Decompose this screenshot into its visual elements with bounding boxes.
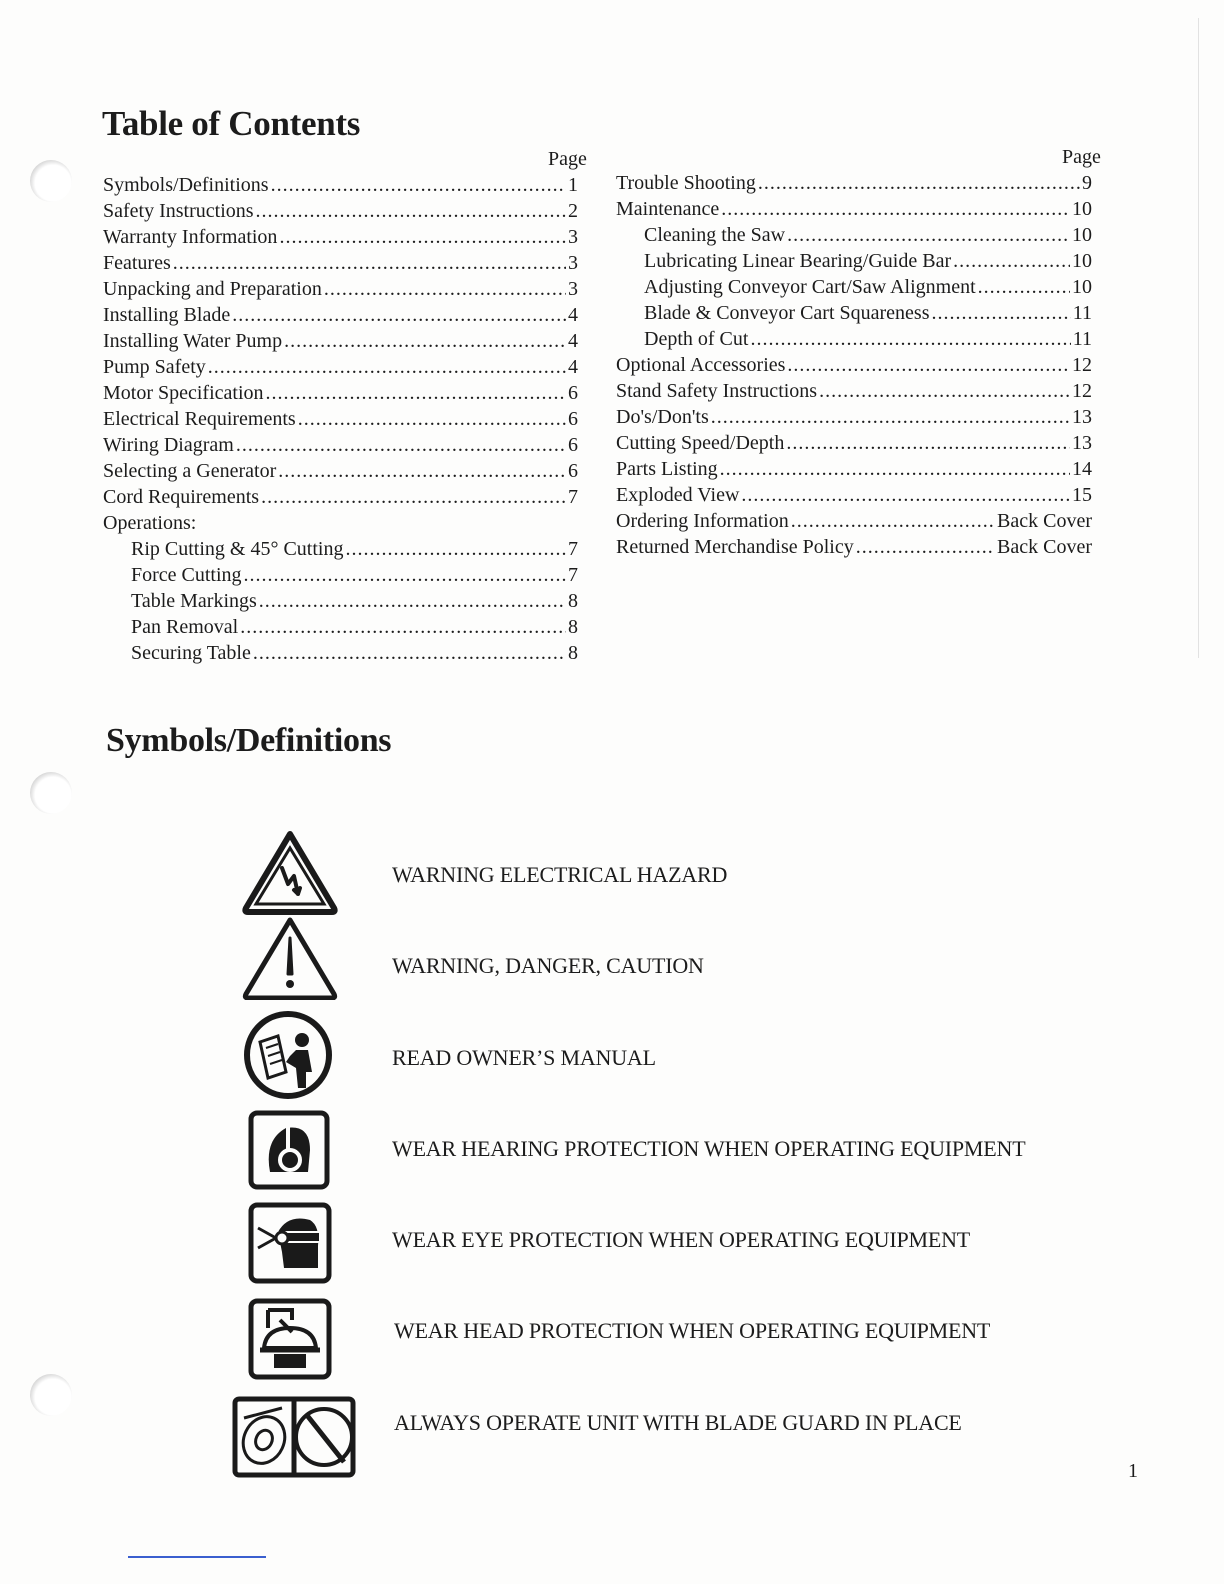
toc-entry-label: Cord Requirements — [103, 486, 260, 508]
toc-entry-page: 3 — [568, 252, 578, 274]
toc-entry-page: 4 — [568, 330, 578, 352]
toc-entry — [616, 302, 1092, 328]
toc-leader-dots — [932, 302, 1071, 325]
toc-leader-dots — [261, 486, 566, 509]
page-edge — [1198, 18, 1199, 658]
toc-entry — [103, 356, 578, 382]
toc-entry — [616, 406, 1092, 432]
toc-entry-label: Optional Accessories — [616, 354, 786, 376]
toc-entry-label: Trouble Shooting — [616, 172, 756, 194]
toc-leader-dots — [953, 250, 1070, 273]
toc-entry-page: 7 — [568, 538, 578, 560]
toc-leader-dots — [259, 590, 566, 613]
toc-entry — [103, 330, 578, 356]
toc-entry-label: Parts Listing — [616, 458, 718, 480]
toc-entry-label: Cleaning the Saw — [644, 224, 786, 246]
toc-entry — [103, 252, 578, 278]
toc-entry-page: Back Cover — [997, 536, 1092, 558]
toc-entry-label: Symbols/Definitions — [103, 174, 269, 196]
read-manual-icon — [242, 1010, 334, 1100]
toc-leader-dots — [284, 330, 566, 353]
toc-entry-page: 8 — [568, 590, 578, 612]
head-protection-icon — [248, 1298, 332, 1380]
toc-entry-page: 13 — [1072, 406, 1092, 428]
toc-entry-label: Installing Water Pump — [103, 330, 283, 352]
toc-leader-dots — [244, 564, 566, 587]
toc-entry-label: Electrical Requirements — [103, 408, 296, 430]
blade-guard-icon — [232, 1396, 356, 1478]
toc-entry-label: Installing Blade — [103, 304, 231, 326]
toc-entry — [616, 172, 1092, 198]
toc-entry-page: 7 — [568, 564, 578, 586]
symbols-title: Symbols/Definitions — [106, 722, 392, 759]
toc-entry — [103, 460, 578, 486]
toc-leader-dots — [253, 642, 566, 665]
symbol-label-electrical: WARNING ELECTRICAL HAZARD — [392, 862, 728, 887]
toc-leader-dots — [787, 354, 1070, 377]
toc-leader-dots — [711, 406, 1070, 429]
toc-entry — [616, 328, 1092, 354]
toc-entry-page: 6 — [568, 408, 578, 430]
toc-leader-dots — [978, 276, 1070, 299]
toc-entry-label: Operations: — [103, 512, 197, 534]
toc-leader-dots — [271, 174, 566, 197]
toc-entry-label: Securing Table — [131, 642, 251, 664]
toc-leader-dots — [819, 380, 1070, 403]
toc-entry — [103, 512, 578, 538]
symbol-label-eye: WEAR EYE PROTECTION WHEN OPERATING EQUIPMENT — [392, 1227, 971, 1252]
toc-entry-label: Ordering Information — [616, 510, 789, 532]
toc-right-page-header: Page — [1062, 146, 1101, 168]
toc-entry — [616, 224, 1092, 250]
toc-entry — [616, 432, 1092, 458]
toc-entry-label: Do's/Don'ts — [616, 406, 709, 428]
toc-entry — [616, 276, 1092, 302]
toc-entry-page: 9 — [1082, 172, 1092, 194]
toc-leader-dots — [750, 328, 1070, 351]
toc-leader-dots — [786, 432, 1070, 455]
toc-entry — [103, 564, 578, 590]
toc-entry-label: Table Markings — [131, 590, 257, 612]
toc-leader-dots — [720, 458, 1070, 481]
toc-entry-page: 6 — [568, 382, 578, 404]
toc-entry — [103, 616, 578, 642]
toc-right-column — [616, 172, 1092, 572]
toc-entry-page: 10 — [1072, 250, 1092, 272]
toc-entry-label: Safety Instructions — [103, 200, 254, 222]
toc-entry-page: 10 — [1072, 198, 1092, 220]
binder-hole-top — [30, 160, 72, 202]
toc-entry — [103, 590, 578, 616]
electrical-hazard-icon — [240, 828, 340, 916]
toc-entry-page: 3 — [568, 226, 578, 248]
scan-mark — [128, 1556, 266, 1558]
toc-entry-label: Rip Cutting & 45° Cutting — [131, 538, 344, 560]
toc-entry-page: 7 — [568, 486, 578, 508]
toc-entry-page: 15 — [1072, 484, 1092, 506]
toc-entry-label: Exploded View — [616, 484, 740, 506]
toc-entry — [103, 200, 578, 226]
warning-icon — [240, 916, 340, 1000]
toc-entry — [616, 510, 1092, 536]
toc-entry-label: Selecting a Generator — [103, 460, 277, 482]
toc-entry-label: Pump Safety — [103, 356, 206, 378]
toc-entry-page: 8 — [568, 642, 578, 664]
toc-leader-dots — [240, 616, 566, 639]
toc-entry — [103, 434, 578, 460]
toc-leader-dots — [787, 224, 1070, 247]
toc-entry-label: Pan Removal — [131, 616, 239, 638]
toc-entry-label: Maintenance — [616, 198, 720, 220]
toc-leader-dots — [266, 382, 566, 405]
toc-entry-page: 10 — [1072, 276, 1092, 298]
hearing-protection-icon — [248, 1110, 330, 1190]
toc-entry — [616, 354, 1092, 380]
toc-entry — [616, 458, 1092, 484]
toc-leader-dots — [741, 484, 1070, 507]
toc-entry-page: 4 — [568, 304, 578, 326]
toc-entry-page: 14 — [1072, 458, 1092, 480]
toc-leader-dots — [791, 510, 995, 533]
toc-entry-page: 3 — [568, 278, 578, 300]
toc-left-page-header: Page — [548, 148, 587, 170]
binder-hole-bottom — [30, 1374, 72, 1416]
toc-entry-page: 1 — [568, 174, 578, 196]
toc-entry-page: 4 — [568, 356, 578, 378]
toc-entry-page: 10 — [1072, 224, 1092, 246]
toc-entry-page: Back Cover — [997, 510, 1092, 532]
toc-entry-page: 8 — [568, 616, 578, 638]
toc-entry-label: Lubricating Linear Bearing/Guide Bar — [644, 250, 952, 272]
toc-entry — [103, 642, 578, 668]
toc-entry — [103, 538, 578, 564]
toc-entry-label: Returned Merchandise Policy — [616, 536, 854, 558]
symbol-label-hearing: WEAR HEARING PROTECTION WHEN OPERATING EQUIPMENT — [392, 1136, 1026, 1161]
toc-entry-label: Unpacking and Preparation — [103, 278, 322, 300]
toc-entry — [103, 304, 578, 330]
toc-leader-dots — [256, 200, 566, 223]
symbol-label-head: WEAR HEAD PROTECTION WHEN OPERATING EQUIPMENT — [394, 1318, 991, 1343]
toc-leader-dots — [173, 252, 566, 275]
toc-leader-dots — [856, 536, 995, 559]
toc-title: Table of Contents — [102, 104, 361, 143]
toc-entry-label: Adjusting Conveyor Cart/Saw Alignment — [644, 276, 976, 298]
toc-entry-page: 6 — [568, 460, 578, 482]
toc-leader-dots — [721, 198, 1070, 221]
toc-entry-page: 6 — [568, 434, 578, 456]
toc-entry-page: 13 — [1072, 432, 1092, 454]
toc-entry-label: Warranty Information — [103, 226, 278, 248]
symbol-label-manual: READ OWNER’S MANUAL — [392, 1045, 656, 1070]
toc-entry-label: Force Cutting — [131, 564, 242, 586]
toc-entry-page: 11 — [1072, 328, 1092, 350]
toc-entry — [616, 198, 1092, 224]
binder-hole-middle — [30, 772, 72, 814]
toc-entry-label: Stand Safety Instructions — [616, 380, 818, 402]
symbol-label-blade-guard: ALWAYS OPERATE UNIT WITH BLADE GUARD IN PLACE — [394, 1410, 962, 1435]
toc-leader-dots — [236, 434, 566, 457]
toc-entry — [103, 226, 578, 252]
toc-entry-label: Wiring Diagram — [103, 434, 234, 456]
toc-leader-dots — [278, 460, 566, 483]
page-number: 1 — [1128, 1460, 1138, 1482]
toc-entry-page: 12 — [1072, 354, 1092, 376]
toc-leader-dots — [208, 356, 566, 379]
toc-entry — [103, 174, 578, 200]
toc-entry-label: Features — [103, 252, 171, 274]
symbol-label-warning: WARNING, DANGER, CAUTION — [392, 953, 704, 978]
toc-entry-page: 2 — [568, 200, 578, 222]
toc-entry-label: Blade & Conveyor Cart Squareness — [644, 302, 930, 324]
toc-entry — [103, 408, 578, 434]
toc-entry — [103, 278, 578, 304]
toc-entry-label: Depth of Cut — [644, 328, 749, 350]
toc-leader-dots — [758, 172, 1080, 195]
toc-entry — [616, 484, 1092, 510]
toc-entry — [103, 486, 578, 512]
eye-protection-icon — [248, 1202, 332, 1284]
toc-left-column — [103, 174, 578, 674]
toc-leader-dots — [232, 304, 566, 327]
toc-leader-dots — [298, 408, 566, 431]
toc-leader-dots — [345, 538, 566, 561]
toc-entry — [616, 250, 1092, 276]
toc-entry — [616, 380, 1092, 406]
toc-leader-dots — [279, 226, 566, 249]
toc-entry-label: Motor Specification — [103, 382, 264, 404]
toc-entry — [616, 536, 1092, 562]
toc-leader-dots — [324, 278, 566, 301]
toc-entry-page: 11 — [1072, 302, 1092, 324]
toc-entry-page: 12 — [1072, 380, 1092, 402]
toc-entry-label: Cutting Speed/Depth — [616, 432, 785, 454]
toc-entry — [103, 382, 578, 408]
